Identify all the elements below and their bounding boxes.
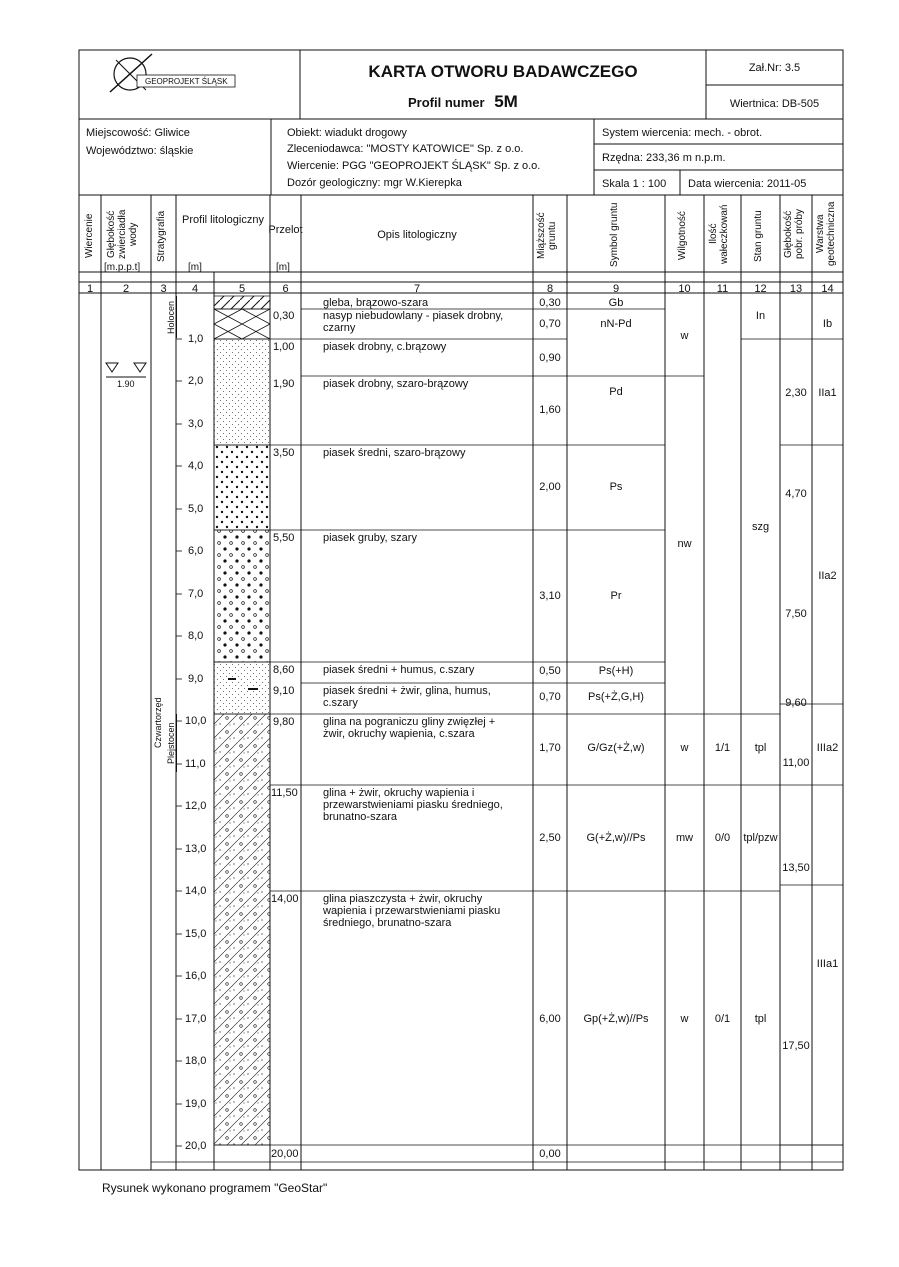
rollings: 0/1: [714, 1013, 731, 1025]
sample-depth: 13,50: [782, 862, 810, 874]
object: Obiekt: wiadukt drogowy: [287, 127, 407, 139]
depth-label: 1,0: [188, 333, 204, 345]
depth-label: 8,0: [188, 630, 204, 642]
footer-note: Rysunek wykonano programem "GeoStar": [102, 1181, 328, 1195]
depth-label: 16,0: [185, 970, 207, 982]
col-sample-depth: Głębokość pobr. próby: [783, 208, 805, 260]
layer-top: 9,80: [273, 716, 295, 728]
layer-desc: gleba, brązowo-szara: [323, 297, 429, 309]
col-stan: Stan gruntu: [753, 210, 764, 262]
page-title: KARTA OTWORU BADAWCZEGO: [368, 62, 638, 81]
col-number: 12: [754, 283, 767, 295]
layer-desc: piasek gruby, szary: [323, 532, 417, 544]
col-wilgotnosc: Wilgotność: [677, 211, 688, 261]
soil-symbol: Gp(+Ż,w)//Ps: [583, 1013, 649, 1025]
sample-depth: 9,60: [785, 697, 807, 709]
col-miazszosc: Miąższość gruntu: [536, 212, 558, 260]
layer-thickness: 0,50: [539, 665, 561, 677]
water-level-symbol: [106, 363, 146, 377]
layer-thickness: 6,00: [539, 1013, 561, 1025]
layer-top: 20,00: [271, 1148, 299, 1160]
col-number: 5: [238, 283, 246, 295]
layer-desc: brunatno-szara: [323, 811, 397, 823]
col-number: 3: [160, 283, 167, 295]
depth-label: 3,0: [188, 418, 204, 430]
soil-symbol: Pr: [610, 590, 622, 602]
col-number: 1: [86, 283, 94, 295]
layer-desc: średniego, brunatno-szara: [323, 917, 452, 929]
soil-state: tpl/pzw: [743, 832, 778, 844]
layer-thickness: 2,50: [539, 832, 561, 844]
col-wiercenie: Wiercenie: [84, 213, 95, 259]
soil-symbol: nN-Pd: [600, 318, 632, 330]
col-number: 6: [282, 283, 289, 295]
soil-state: szg: [751, 521, 770, 533]
strat-holocen: Holocen: [166, 296, 177, 338]
depth-label: 11,0: [185, 758, 206, 770]
moisture: w: [680, 742, 689, 754]
unit-m-przelot: [m]: [276, 262, 290, 273]
layer-top: 14,00: [271, 893, 299, 905]
layer-thickness: 2,00: [539, 481, 561, 493]
sample-depth: 4,70: [785, 488, 807, 500]
layer-desc: piasek drobny, szaro-brązowy: [323, 378, 469, 390]
supervisor: Dozór geologiczny: mgr W.Kierepka: [287, 177, 462, 189]
depth-label: 4,0: [188, 460, 204, 472]
geotech-layer: IIa2: [818, 570, 837, 582]
drilling-system: System wiercenia: mech. - obrot.: [602, 127, 763, 139]
layer-desc: piasek średni + żwir, glina, humus,: [323, 685, 491, 697]
depth-label: 13,0: [185, 843, 207, 855]
soil-symbol: Ps(+H): [598, 665, 634, 677]
profile-prefix: Profil numer: [408, 95, 485, 110]
col-stratygrafia: Stratygrafia: [156, 210, 167, 262]
scale: Skala 1 : 100: [602, 178, 667, 190]
depth-label: 14,0: [185, 885, 207, 897]
col-number: 14: [821, 283, 834, 295]
depth-label: 15,0: [185, 928, 207, 940]
layer-desc: glina piaszczysta + żwir, okruchy: [323, 893, 483, 905]
soil-state: tpl: [754, 742, 767, 754]
soil-symbol: Gb: [608, 297, 624, 309]
geotech-layer: Ib: [822, 318, 833, 330]
layer-top: 8,60: [273, 664, 295, 676]
soil-state: tpl: [754, 1013, 767, 1025]
depth-label: 20,0: [185, 1140, 207, 1152]
layer-top: 9,10: [273, 685, 295, 697]
drilling-rig: Wiertnica: DB-505: [729, 98, 820, 110]
client: Zleceniodawca: "MOSTY KATOWICE" Sp. z o.o.: [287, 143, 524, 155]
driller: Wiercenie: PGG "GEOPROJEKT ŚLĄSK" Sp. z o.o.: [287, 160, 541, 172]
layer-thickness: 3,10: [539, 590, 561, 602]
depth-label: 9,0: [188, 673, 204, 685]
soil-symbol: Ps: [609, 481, 623, 493]
col-walecz: Ilość wałeczkowań: [708, 204, 730, 264]
geotech-layer: IIa1: [818, 387, 837, 399]
layer-desc: piasek drobny, c.brązowy: [323, 341, 447, 353]
col-number: 4: [191, 283, 199, 295]
layer-thickness: 0,30: [539, 297, 561, 309]
layer-desc: żwir, okruchy wapienia, c.szara: [323, 728, 475, 740]
col-number: 11: [716, 283, 729, 295]
col-water-depth: Głębokość zwierciadła wody: [106, 209, 139, 259]
col-geotech-layer: Warstwa geotechniczna: [815, 201, 837, 267]
depth-label: 19,0: [185, 1098, 207, 1110]
soil-symbol: Pd: [609, 386, 623, 398]
layer-desc: piasek średni + humus, c.szary: [323, 664, 475, 676]
layer-top: 1,00: [273, 341, 295, 353]
attachment-number: Zał.Nr: 3.5: [748, 62, 801, 74]
depth-label: 6,0: [188, 545, 204, 557]
col-number: 8: [546, 283, 554, 295]
col-number: 2: [122, 283, 130, 295]
layer-thickness: 0,70: [539, 318, 561, 330]
layer-top: 11,50: [271, 787, 298, 799]
moisture: nw: [677, 538, 692, 550]
layer-desc: nasyp niebudowlany - piasek drobny,: [323, 310, 504, 322]
lithology-profile: [214, 296, 270, 1145]
moisture: w: [680, 1013, 689, 1025]
layer-desc: glina + żwir, okruchy wapienia i: [323, 787, 475, 799]
layer-desc: c.szary: [323, 697, 358, 709]
col-przelot: Przelot: [268, 224, 303, 236]
col-number: 7: [413, 283, 421, 295]
layer-top: 3,50: [273, 447, 295, 459]
soil-symbol: G/Gz(+Ż,w): [587, 742, 645, 754]
depth-label: 10,0: [185, 715, 207, 727]
layer-top: 1,90: [273, 378, 295, 390]
sample-depth: 2,30: [785, 387, 807, 399]
layer-thickness: 1,60: [539, 404, 561, 416]
strat-czwartorzed: Czwartorzęd: [153, 697, 163, 749]
moisture: mw: [675, 832, 694, 844]
soil-symbol: Ps(+Ż,G,H): [588, 691, 644, 703]
layer-thickness: 0,00: [539, 1148, 561, 1160]
depth-label: 2,0: [188, 375, 204, 387]
elevation: Rzędna: 233,36 m n.p.m.: [602, 152, 726, 164]
voivodeship: Województwo: śląskie: [86, 145, 194, 157]
depth-label: 7,0: [188, 588, 204, 600]
depth-label: 12,0: [185, 800, 207, 812]
sample-depth: 11,00: [782, 757, 810, 769]
soil-symbol: G(+Ż,w)//Ps: [586, 832, 646, 844]
strat-plejstocen: Plejstocen: [166, 714, 177, 772]
rollings: 0/0: [714, 832, 731, 844]
drilling-date: Data wiercenia: 2011-05: [688, 178, 807, 190]
unit-water: [m.p.p.t]: [104, 262, 141, 273]
sample-depth: 7,50: [785, 608, 807, 620]
rollings: 1/1: [714, 742, 731, 754]
geotech-layer: IIIa1: [816, 958, 839, 970]
layer-desc: przewarstwieniami piasku średniego,: [323, 799, 503, 811]
geotech-layer: IIIa2: [816, 742, 839, 754]
moisture: w: [680, 330, 689, 342]
col-number: 9: [612, 283, 620, 295]
profile-number: 5M: [494, 92, 518, 111]
layer-desc: wapienia i przewarstwieniami piasku: [323, 905, 501, 917]
depth-label: 5,0: [188, 503, 204, 515]
unit-m-profile: [m]: [188, 262, 202, 273]
layer-desc: czarny: [323, 322, 356, 334]
place: Miejscowość: Gliwice: [86, 127, 190, 139]
col-number: 13: [789, 283, 803, 295]
layer-top: 5,50: [273, 532, 295, 544]
layer-thickness: 0,90: [539, 352, 561, 364]
col-symbol: Symbol gruntu: [609, 202, 620, 267]
layer-desc: glina na pograniczu gliny zwięzłej +: [323, 716, 496, 728]
sample-depth: 17,50: [782, 1040, 810, 1052]
col-number: 10: [678, 283, 691, 295]
col-opis: Opis litologiczny: [377, 229, 457, 241]
soil-state: In: [755, 310, 766, 322]
company-name: GEOPROJEKT ŚLĄSK: [145, 77, 228, 86]
depth-label: 18,0: [185, 1055, 207, 1067]
layer-desc: piasek średni, szaro-brązowy: [323, 447, 466, 459]
layer-thickness: 1,70: [539, 742, 561, 754]
layer-thickness: 0,70: [539, 691, 561, 703]
col-profil: Profil litologiczny: [182, 214, 264, 226]
water-level-value: 1.90: [117, 379, 135, 389]
depth-label: 17,0: [185, 1013, 207, 1025]
layer-top: 0,30: [273, 310, 295, 322]
profile-label: [408, 92, 518, 112]
